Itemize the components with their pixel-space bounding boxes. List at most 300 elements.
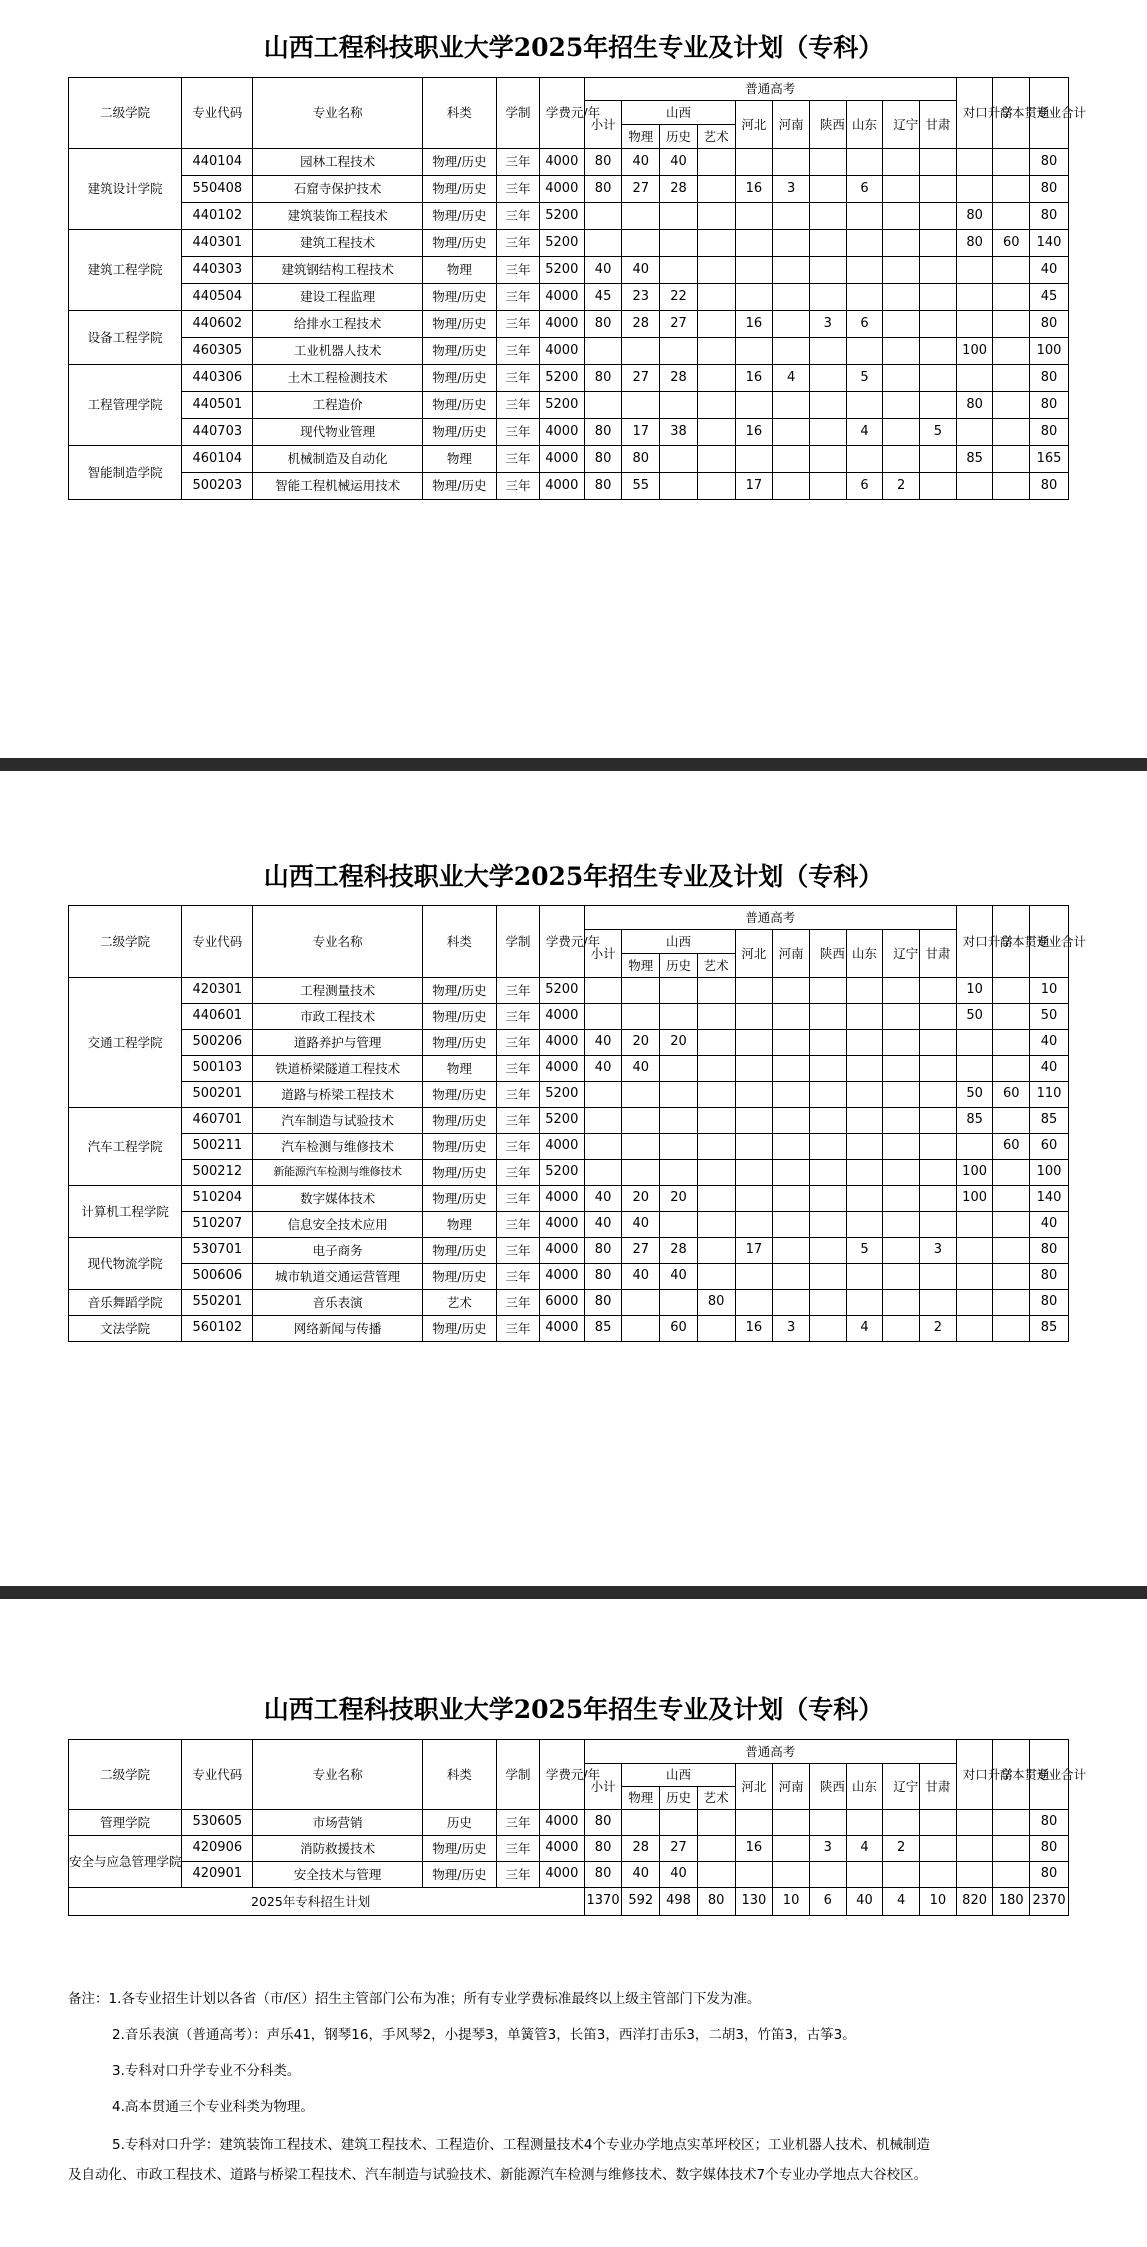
major-name: 市政工程技术: [253, 1004, 422, 1030]
quota-gaoben: [993, 1836, 1030, 1862]
header-fee: 学费元/年: [539, 1740, 584, 1810]
major-fee: 4000: [539, 419, 584, 446]
major-code: 420901: [182, 1862, 253, 1888]
quota-total: 60: [1030, 1134, 1069, 1160]
major-category: 物理/历史: [422, 338, 496, 365]
quota-phy: 40: [622, 1862, 660, 1888]
quota-phy: 20: [622, 1186, 660, 1212]
quota-hebei: [735, 1030, 773, 1056]
header-total: 专业合计: [1030, 78, 1069, 149]
major-category: 历史: [422, 1810, 496, 1836]
header-college: 二级学院: [69, 78, 182, 149]
quota-liaoning: [883, 176, 920, 203]
page-title: 山西工程科技职业大学2025年招生专业及计划（专科）: [263, 1695, 884, 1724]
header-shaanxi: 陕西: [809, 101, 846, 149]
quota-total: 80: [1030, 149, 1069, 176]
plan-table: [68, 77, 1087, 500]
table-row: [69, 203, 1069, 230]
quota-duikou: [956, 1862, 993, 1888]
page-separator: [0, 758, 1147, 771]
quota-shaanxi: 3: [809, 1836, 846, 1862]
major-name: 网络新闻与传播: [253, 1316, 422, 1342]
plan-table: [68, 1739, 1087, 1916]
quota-henan: 3: [773, 176, 810, 203]
quota-hebei: 17: [735, 1238, 773, 1264]
quota-art: [697, 230, 735, 257]
major-duration: 三年: [497, 1030, 540, 1056]
quota-shaanxi: [809, 257, 846, 284]
quota-gansu: [919, 446, 956, 473]
quota-shandong: [846, 1212, 883, 1238]
major-category: 物理/历史: [422, 176, 496, 203]
college-cell: 文法学院: [69, 1316, 182, 1342]
quota-sub: [584, 1160, 622, 1186]
major-duration: 三年: [497, 284, 540, 311]
quota-gansu: [919, 1108, 956, 1134]
quota-liaoning: [883, 419, 920, 446]
table-row: [69, 1134, 1069, 1160]
quota-phy: [622, 1290, 660, 1316]
quota-henan: [773, 1238, 810, 1264]
quota-total: 165: [1030, 446, 1069, 473]
quota-hebei: [735, 338, 773, 365]
quota-gansu: [919, 1862, 956, 1888]
header-shaanxi: 陕西: [809, 1764, 846, 1810]
header-history: 历史: [660, 1787, 698, 1810]
quota-gaoben: [993, 1030, 1030, 1056]
quota-hebei: [735, 1082, 773, 1108]
quota-art: [697, 1810, 735, 1836]
quota-shandong: [846, 149, 883, 176]
major-code: 500201: [182, 1082, 253, 1108]
quota-art: [697, 1004, 735, 1030]
quota-henan: [773, 1212, 810, 1238]
major-duration: 三年: [497, 365, 540, 392]
header-gaokao: 普通高考: [584, 906, 956, 930]
quota-liaoning: [883, 1108, 920, 1134]
quota-shaanxi: [809, 284, 846, 311]
quota-gansu: [919, 311, 956, 338]
quota-gansu: [919, 978, 956, 1004]
quota-shandong: [846, 203, 883, 230]
quota-gansu: [919, 203, 956, 230]
major-category: 物理/历史: [422, 419, 496, 446]
quota-gansu: [919, 149, 956, 176]
header-gaoben: 高本贯通: [993, 906, 1030, 978]
quota-gansu: [919, 1212, 956, 1238]
major-name: 建筑装饰工程技术: [253, 203, 422, 230]
quota-sub: 80: [584, 1836, 622, 1862]
major-category: 物理: [422, 1212, 496, 1238]
quota-gaoben: [993, 149, 1030, 176]
major-name: 道路与桥梁工程技术: [253, 1082, 422, 1108]
quota-duikou: [956, 1810, 993, 1836]
major-name: 铁道桥梁隧道工程技术: [253, 1056, 422, 1082]
quota-shandong: 4: [846, 1316, 883, 1342]
note-line: 4.高本贯通三个专业科类为物理。: [112, 2099, 314, 2115]
header-duration: 学制: [497, 78, 540, 149]
table-row: [69, 1212, 1069, 1238]
major-code: 550201: [182, 1290, 253, 1316]
quota-his: [660, 203, 698, 230]
major-name: 现代物业管理: [253, 419, 422, 446]
quota-hebei: 16: [735, 1316, 773, 1342]
quota-art: [697, 1316, 735, 1342]
major-name: 工程测量技术: [253, 978, 422, 1004]
quota-gansu: [919, 473, 956, 500]
quota-shandong: [846, 230, 883, 257]
quota-hebei: [735, 203, 773, 230]
quota-phy: 40: [622, 257, 660, 284]
quota-phy: 40: [622, 149, 660, 176]
quota-art: [697, 392, 735, 419]
quota-art: [697, 1836, 735, 1862]
quota-art: [697, 1056, 735, 1082]
major-code: 560102: [182, 1316, 253, 1342]
header-total: 专业合计: [1030, 906, 1069, 978]
quota-art: [697, 203, 735, 230]
quota-shaanxi: [809, 1290, 846, 1316]
quota-his: 40: [660, 1862, 698, 1888]
major-name: 道路养护与管理: [253, 1030, 422, 1056]
major-category: 物理/历史: [422, 473, 496, 500]
major-duration: 三年: [497, 338, 540, 365]
quota-gaoben: [993, 419, 1030, 446]
quota-hebei: [735, 392, 773, 419]
quota-phy: 28: [622, 311, 660, 338]
note-line: 备注：1.各专业招生计划以各省（市/区）招生主管部门公布为准；所有专业学费标准最终以上级主管部门下发为准。: [68, 1991, 761, 2007]
quota-gaoben: 60: [993, 1134, 1030, 1160]
quota-his: 27: [660, 311, 698, 338]
quota-sub: [584, 1082, 622, 1108]
major-fee: 5200: [539, 257, 584, 284]
quota-gaoben: [993, 257, 1030, 284]
quota-gaoben: [993, 1186, 1030, 1212]
header-duikou: 对口升学: [956, 1740, 993, 1810]
quota-liaoning: [883, 1238, 920, 1264]
quota-phy: 80: [622, 446, 660, 473]
quota-art: [697, 338, 735, 365]
header-name: 专业名称: [253, 78, 422, 149]
major-code: 440301: [182, 230, 253, 257]
college-cell: 安全与应急管理学院: [69, 1836, 182, 1888]
quota-duikou: [956, 149, 993, 176]
major-name: 音乐表演: [253, 1290, 422, 1316]
quota-art: [697, 419, 735, 446]
quota-duikou: [956, 257, 993, 284]
quota-shandong: [846, 1004, 883, 1030]
table-row: [69, 1810, 1069, 1836]
quota-gansu: [919, 392, 956, 419]
major-duration: 三年: [497, 978, 540, 1004]
quota-henan: [773, 1290, 810, 1316]
quota-art: [697, 1862, 735, 1888]
header-duration: 学制: [497, 906, 540, 978]
quota-total: 40: [1030, 1212, 1069, 1238]
quota-hebei: [735, 257, 773, 284]
major-name: 智能工程机械运用技术: [253, 473, 422, 500]
quota-hebei: [735, 1108, 773, 1134]
quota-shaanxi: [809, 1160, 846, 1186]
quota-gaoben: [993, 1212, 1030, 1238]
major-duration: 三年: [497, 1212, 540, 1238]
quota-liaoning: [883, 230, 920, 257]
quota-total: 80: [1030, 1862, 1069, 1888]
quota-shandong: [846, 1108, 883, 1134]
quota-shaanxi: [809, 1082, 846, 1108]
major-code: 460104: [182, 446, 253, 473]
quota-hebei: [735, 1186, 773, 1212]
quota-phy: 40: [622, 1212, 660, 1238]
quota-duikou: 80: [956, 203, 993, 230]
quota-his: 28: [660, 176, 698, 203]
quota-gansu: [919, 1030, 956, 1056]
quota-duikou: [956, 1212, 993, 1238]
major-name: 安全技术与管理: [253, 1862, 422, 1888]
major-code: 440306: [182, 365, 253, 392]
quota-henan: [773, 1030, 810, 1056]
header-category: 科类: [422, 906, 496, 978]
header-shanxi: 山西: [622, 1764, 735, 1787]
quota-his: 20: [660, 1186, 698, 1212]
quota-liaoning: [883, 1082, 920, 1108]
quota-duikou: 80: [956, 392, 993, 419]
quota-duikou: [956, 1290, 993, 1316]
quota-phy: [622, 1316, 660, 1342]
quota-art: [697, 176, 735, 203]
quota-his: [660, 473, 698, 500]
quota-shaanxi: [809, 1238, 846, 1264]
major-fee: 5200: [539, 230, 584, 257]
major-duration: 三年: [497, 1186, 540, 1212]
quota-gansu: [919, 365, 956, 392]
major-category: 物理/历史: [422, 1082, 496, 1108]
header-liaoning: 辽宁: [883, 1764, 920, 1810]
quota-henan: [773, 1082, 810, 1108]
quota-gaoben: [993, 392, 1030, 419]
quota-his: 40: [660, 149, 698, 176]
header-shanxi: 山西: [622, 101, 735, 125]
quota-hebei: 16: [735, 419, 773, 446]
quota-phy: [622, 1004, 660, 1030]
major-duration: 三年: [497, 1290, 540, 1316]
header-subtotal: 小计: [584, 1764, 622, 1810]
quota-sub: 45: [584, 284, 622, 311]
major-fee: 4000: [539, 149, 584, 176]
quota-hebei: [735, 1810, 773, 1836]
quota-liaoning: [883, 311, 920, 338]
header-gansu: 甘肃: [919, 1764, 956, 1810]
major-fee: 4000: [539, 1134, 584, 1160]
header-shandong: 山东: [846, 1764, 883, 1810]
quota-liaoning: [883, 365, 920, 392]
major-fee: 4000: [539, 1186, 584, 1212]
quota-hebei: [735, 446, 773, 473]
quota-duikou: 50: [956, 1004, 993, 1030]
quota-duikou: 100: [956, 1186, 993, 1212]
quota-total: 100: [1030, 1160, 1069, 1186]
quota-shaanxi: [809, 446, 846, 473]
major-name: 消防救援技术: [253, 1836, 422, 1862]
header-shandong: 山东: [846, 930, 883, 978]
quota-gaoben: [993, 284, 1030, 311]
major-duration: 三年: [497, 446, 540, 473]
quota-total: 100: [1030, 338, 1069, 365]
major-name: 信息安全技术应用: [253, 1212, 422, 1238]
major-duration: 三年: [497, 1316, 540, 1342]
quota-liaoning: [883, 338, 920, 365]
quota-total: 80: [1030, 311, 1069, 338]
quota-duikou: 80: [956, 230, 993, 257]
table-row: [69, 1836, 1069, 1862]
quota-his: [660, 1056, 698, 1082]
quota-duikou: 100: [956, 1160, 993, 1186]
quota-hebei: [735, 149, 773, 176]
quota-his: [660, 1082, 698, 1108]
quota-shandong: 4: [846, 1836, 883, 1862]
quota-his: 27: [660, 1836, 698, 1862]
quota-phy: [622, 1134, 660, 1160]
major-duration: 三年: [497, 230, 540, 257]
quota-sub: [584, 203, 622, 230]
major-code: 460701: [182, 1108, 253, 1134]
table-row: [69, 473, 1069, 500]
major-category: 物理/历史: [422, 149, 496, 176]
quota-his: [660, 446, 698, 473]
quota-liaoning: [883, 1290, 920, 1316]
major-code: 420301: [182, 978, 253, 1004]
major-name: 新能源汽车检测与维修技术: [253, 1160, 422, 1186]
quota-liaoning: [883, 1264, 920, 1290]
header-college: 二级学院: [69, 906, 182, 978]
quota-gaoben: [993, 1238, 1030, 1264]
quota-his: [660, 1108, 698, 1134]
quota-sub: 40: [584, 1056, 622, 1082]
quota-henan: [773, 1056, 810, 1082]
quota-henan: [773, 1186, 810, 1212]
quota-henan: [773, 446, 810, 473]
header-liaoning: 辽宁: [883, 101, 920, 149]
major-fee: 5200: [539, 1108, 584, 1134]
major-duration: 三年: [497, 1836, 540, 1862]
table-row: [69, 338, 1069, 365]
quota-henan: [773, 1264, 810, 1290]
quota-hebei: [735, 1264, 773, 1290]
quota-duikou: 85: [956, 446, 993, 473]
quota-gansu: 3: [919, 1238, 956, 1264]
quota-his: [660, 338, 698, 365]
quota-shandong: [846, 392, 883, 419]
quota-total: 80: [1030, 1238, 1069, 1264]
quota-liaoning: [883, 1810, 920, 1836]
major-code: 500103: [182, 1056, 253, 1082]
quota-hebei: 17: [735, 473, 773, 500]
quota-duikou: [956, 176, 993, 203]
quota-duikou: [956, 1030, 993, 1056]
major-duration: 三年: [497, 1862, 540, 1888]
quota-sub: 80: [584, 446, 622, 473]
table-row: [69, 1290, 1069, 1316]
table-row: [69, 1160, 1069, 1186]
quota-total: 80: [1030, 392, 1069, 419]
header-college: 二级学院: [69, 1740, 182, 1810]
college-cell: 现代物流学院: [69, 1238, 182, 1290]
major-fee: 4000: [539, 1316, 584, 1342]
quota-hebei: [735, 1134, 773, 1160]
quota-art: [697, 1264, 735, 1290]
quota-sub: 80: [584, 1290, 622, 1316]
quota-duikou: [956, 1264, 993, 1290]
quota-total: 80: [1030, 176, 1069, 203]
quota-art: [697, 149, 735, 176]
quota-total: 80: [1030, 365, 1069, 392]
major-category: 物理: [422, 1056, 496, 1082]
quota-his: 28: [660, 1238, 698, 1264]
quota-phy: [622, 230, 660, 257]
quota-art: [697, 978, 735, 1004]
quota-henan: [773, 149, 810, 176]
major-code: 440303: [182, 257, 253, 284]
summary-gansu: 10: [919, 1888, 956, 1916]
quota-shaanxi: [809, 1056, 846, 1082]
major-name: 市场营销: [253, 1810, 422, 1836]
quota-phy: [622, 1810, 660, 1836]
quota-shandong: [846, 978, 883, 1004]
quota-art: [697, 311, 735, 338]
quota-total: 80: [1030, 203, 1069, 230]
table-row: [69, 1030, 1069, 1056]
quota-liaoning: [883, 257, 920, 284]
quota-shandong: 5: [846, 1238, 883, 1264]
quota-his: [660, 1212, 698, 1238]
quota-phy: [622, 978, 660, 1004]
header-liaoning: 辽宁: [883, 930, 920, 978]
major-duration: 三年: [497, 1160, 540, 1186]
quota-hebei: 16: [735, 176, 773, 203]
header-henan: 河南: [773, 930, 810, 978]
quota-sub: [584, 978, 622, 1004]
header-gaokao: 普通高考: [584, 78, 956, 101]
header-henan: 河南: [773, 101, 810, 149]
quota-total: 140: [1030, 230, 1069, 257]
header-physics: 物理: [622, 954, 660, 978]
quota-hebei: 16: [735, 1836, 773, 1862]
header-category: 科类: [422, 78, 496, 149]
note-line: 5.专科对口升学：建筑装饰工程技术、建筑工程技术、工程造价、工程测量技术4个专业办学地点实革坪校区；工业机器人技术、机械制造: [112, 2137, 930, 2153]
header-shaanxi: 陕西: [809, 930, 846, 978]
quota-his: 22: [660, 284, 698, 311]
table-row: [69, 230, 1069, 257]
major-duration: 三年: [497, 1238, 540, 1264]
quota-shaanxi: [809, 978, 846, 1004]
major-code: 440104: [182, 149, 253, 176]
quota-his: [660, 392, 698, 419]
quota-gansu: [919, 1004, 956, 1030]
quota-art: [697, 284, 735, 311]
quota-total: 80: [1030, 1836, 1069, 1862]
quota-gaoben: [993, 1316, 1030, 1342]
major-code: 440504: [182, 284, 253, 311]
header-subtotal: 小计: [584, 930, 622, 978]
quota-shaanxi: [809, 1316, 846, 1342]
quota-sub: 40: [584, 1030, 622, 1056]
quota-phy: 17: [622, 419, 660, 446]
quota-gaoben: [993, 1160, 1030, 1186]
table-row: [69, 311, 1069, 338]
header-gaokao: 普通高考: [584, 1740, 956, 1764]
quota-sub: [584, 1134, 622, 1160]
header-fee: 学费元/年: [539, 906, 584, 978]
